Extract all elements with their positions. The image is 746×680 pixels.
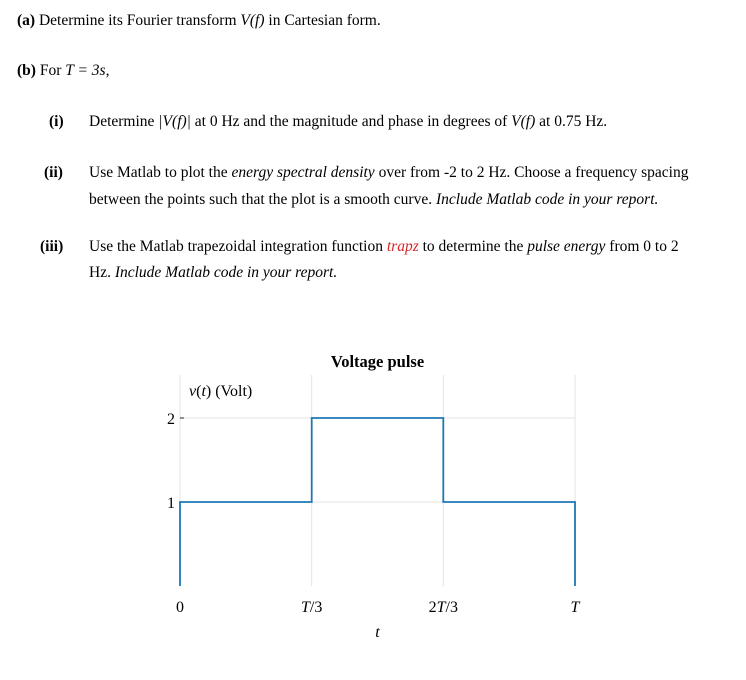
item-iii-code: trapz <box>386 238 419 255</box>
x-tick-label-1: T/3 <box>300 599 323 616</box>
item-iii-mid: to determine the <box>422 238 524 255</box>
item-i-pre: Determine <box>89 113 155 130</box>
x-tick-label-3: T <box>570 599 580 616</box>
item-iii-label: (iii) <box>40 238 64 255</box>
item-iii-post: from 0 to 2 <box>609 238 679 255</box>
item-iii-line2-em: Include Matlab code in your report. <box>114 264 338 281</box>
x-tick-label-0: 0 <box>176 599 184 616</box>
item-i-math1: |V(f)| <box>158 113 191 130</box>
chart-axes <box>180 418 184 502</box>
item-iii-em: pulse energy <box>527 238 606 255</box>
chart-title: Voltage pulse <box>330 352 425 371</box>
part-b-label: (b) <box>17 62 36 79</box>
item-iii-line2-text: Hz. <box>89 264 111 281</box>
item-ii-em: energy spectral density <box>231 164 375 181</box>
x-tick-label-2: 2T/3 <box>428 599 459 616</box>
chart-labels <box>167 352 581 641</box>
item-iii-pre: Use the Matlab trapezoidal integration function <box>89 238 383 255</box>
item-i-post: at 0.75 Hz. <box>539 113 608 130</box>
part-a-label: (a) <box>17 12 36 29</box>
item-ii-label: (ii) <box>44 164 63 181</box>
part-a-tail: in Cartesian form. <box>268 12 381 29</box>
item-ii-post: over from -2 to 2 Hz. Choose a frequency spacing <box>378 164 689 181</box>
item-i-math2: V(f) <box>511 113 536 130</box>
y-tick-label-1: 2 <box>167 411 175 428</box>
part-b-math: T = 3s <box>65 62 106 79</box>
part-b-text: For <box>39 62 62 79</box>
item-ii-line2-text: between the points such that the plot is a smooth curve. <box>89 191 433 208</box>
item-ii-line2-em: Include Matlab code in your report. <box>435 191 659 208</box>
item-i-label: (i) <box>49 113 64 130</box>
part-a-text: Determine its Fourier transform <box>38 12 237 29</box>
part-a-math: V(f) <box>240 12 265 29</box>
chart-grid <box>180 375 575 586</box>
y-tick-label-0: 1 <box>167 495 175 512</box>
item-i-mid: at 0 Hz and the magnitude and phase in degrees of <box>194 113 508 130</box>
x-axis-label: t <box>375 624 380 641</box>
item-ii-pre: Use Matlab to plot the <box>89 164 228 181</box>
y-axis-label: v(t) (Volt) <box>189 383 253 400</box>
part-b-tail: , <box>105 62 110 79</box>
